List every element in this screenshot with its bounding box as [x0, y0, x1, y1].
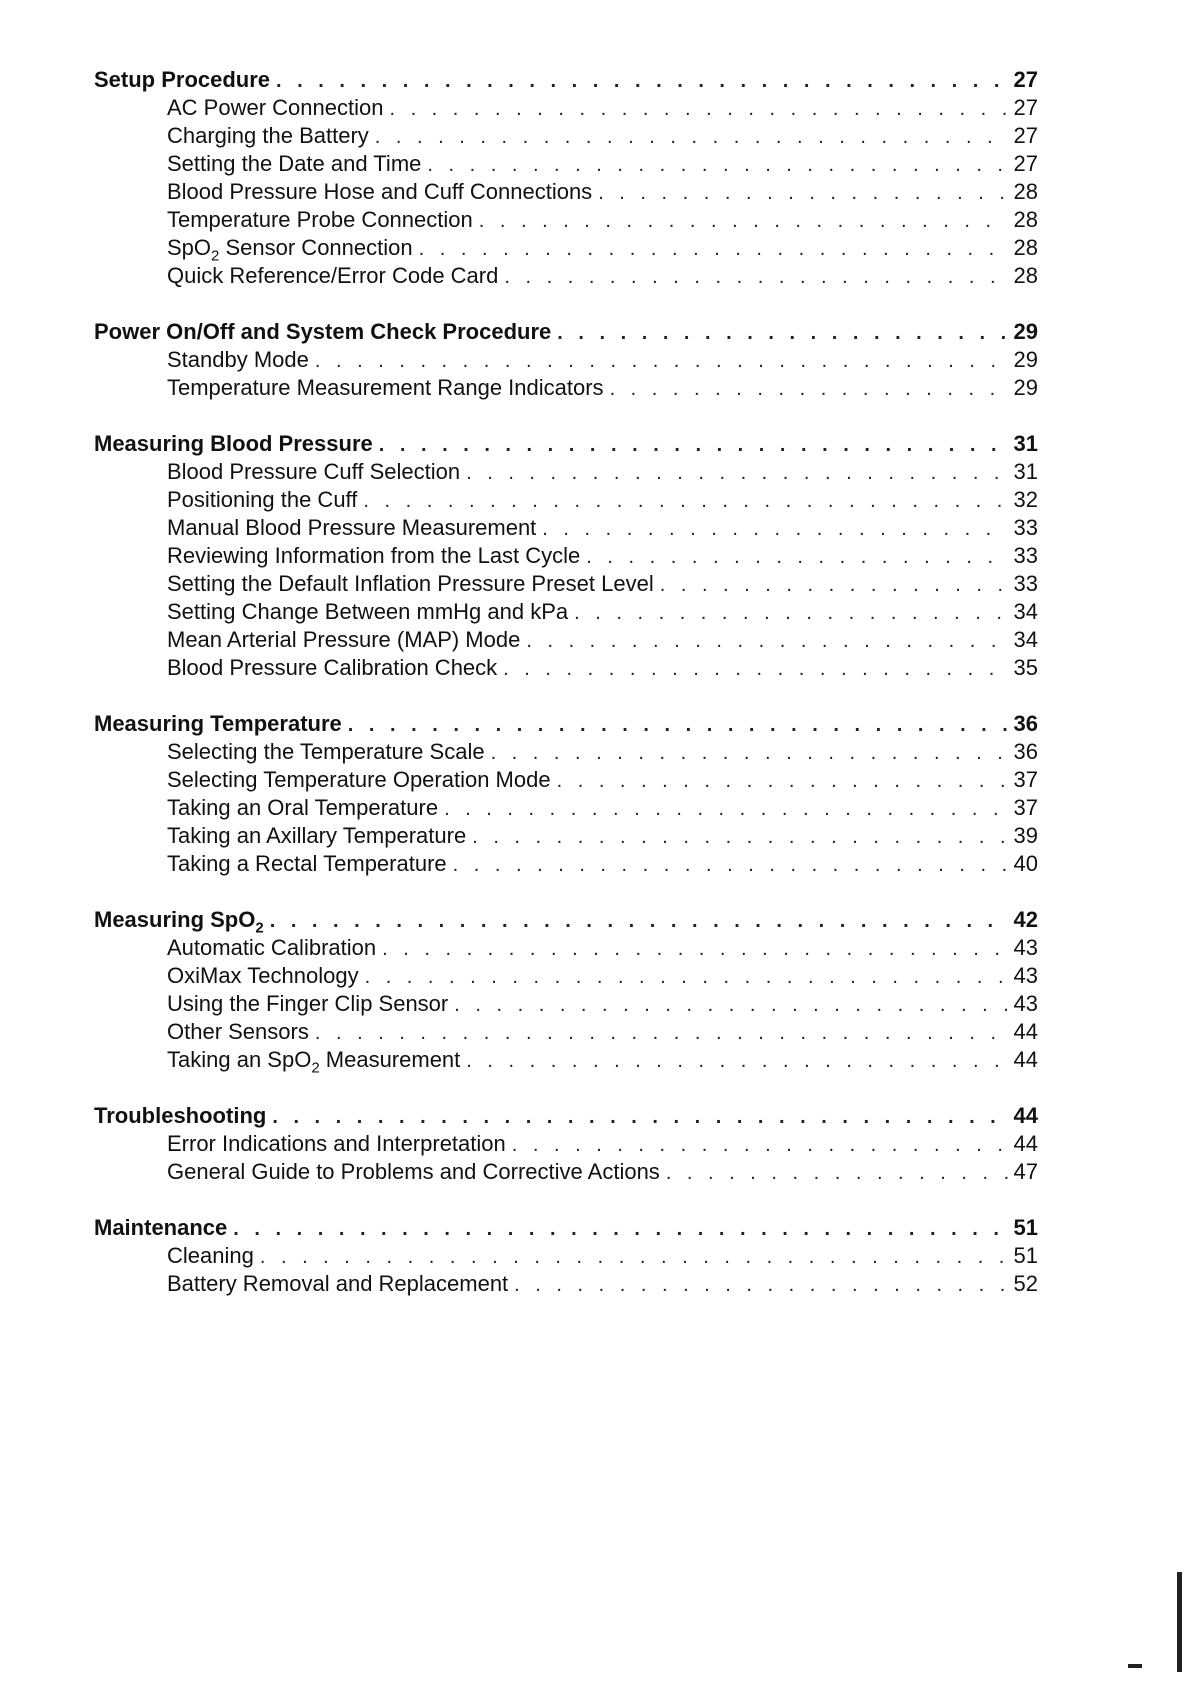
toc-entry[interactable] — [94, 626, 1038, 654]
entry-title — [167, 1242, 260, 1270]
page-number: 34 — [1013, 599, 1038, 624]
dot-leader — [586, 543, 1008, 571]
page-number: 39 — [1013, 823, 1038, 848]
title-text: Measurement — [319, 1047, 461, 1072]
title-text: Positioning the Cuff — [167, 487, 358, 512]
toc-entry[interactable] — [94, 486, 1038, 514]
dot-leader — [348, 711, 1008, 739]
page-number: 36 — [1013, 711, 1038, 736]
toc-section-heading[interactable] — [94, 906, 1038, 937]
entry-title — [167, 990, 454, 1018]
toc-entry[interactable] — [94, 1158, 1038, 1186]
toc-entry[interactable] — [94, 990, 1038, 1018]
title-text: Troubleshooting — [94, 1103, 267, 1128]
dot-leader — [512, 1131, 1008, 1159]
dot-leader — [542, 515, 1008, 543]
page-number: 31 — [1013, 431, 1038, 456]
title-text: Measuring Blood Pressure — [94, 431, 373, 456]
entry-title — [167, 514, 542, 542]
dot-leader — [363, 487, 1008, 515]
dot-leader — [375, 123, 1008, 151]
dot-leader — [491, 739, 1008, 767]
title-text: Reviewing Information from the Last Cycle — [167, 543, 581, 568]
toc-entry[interactable] — [94, 962, 1038, 990]
toc-section-heading[interactable] — [94, 66, 1038, 94]
dot-leader — [453, 851, 1008, 879]
entry-title — [167, 598, 574, 626]
page-number: 29 — [1013, 319, 1038, 344]
toc-entry[interactable] — [94, 1130, 1038, 1158]
title-text: Selecting the Temperature Scale — [167, 739, 485, 764]
dot-leader — [389, 95, 1008, 123]
page-number: 51 — [1013, 1243, 1038, 1268]
toc-entry[interactable] — [94, 794, 1038, 822]
dot-leader — [479, 207, 1008, 235]
page-number: 31 — [1013, 459, 1038, 484]
page-number: 44 — [1013, 1103, 1038, 1128]
toc-entry[interactable] — [94, 654, 1038, 682]
toc-entry[interactable] — [94, 1270, 1038, 1298]
page-number: 43 — [1013, 963, 1038, 988]
entry-title — [167, 346, 315, 374]
entry-title — [167, 150, 427, 178]
title-text: AC Power Connection — [167, 95, 384, 120]
dot-leader — [365, 963, 1008, 991]
title-text: Quick Reference/Error Code Card — [167, 263, 499, 288]
entry-title — [167, 570, 660, 598]
dot-leader — [454, 991, 1008, 1019]
title-text: Measuring SpO — [94, 907, 256, 932]
entry-title — [167, 626, 526, 654]
page-number: 35 — [1013, 655, 1038, 680]
title-text: Blood Pressure Cuff Selection — [167, 459, 461, 484]
toc-entry[interactable] — [94, 514, 1038, 542]
title-text: Cleaning — [167, 1243, 254, 1268]
dot-leader — [427, 151, 1008, 179]
title-text: Setting Change Between mmHg and kPa — [167, 599, 569, 624]
dot-leader — [315, 347, 1008, 375]
toc-section — [94, 66, 1038, 290]
title-text: Temperature Probe Connection — [167, 207, 473, 232]
entry-title — [167, 1130, 512, 1158]
dot-leader — [526, 627, 1008, 655]
toc-entry[interactable] — [94, 94, 1038, 122]
page-number: 33 — [1013, 543, 1038, 568]
entry-title — [167, 206, 479, 234]
title-text: Other Sensors — [167, 1019, 309, 1044]
dot-leader — [444, 795, 1008, 823]
title-text: Sensor Connection — [219, 235, 413, 260]
toc-entry[interactable] — [94, 122, 1038, 150]
dot-leader — [270, 907, 1008, 935]
toc-entry[interactable] — [94, 1242, 1038, 1270]
page-number: 34 — [1013, 627, 1038, 652]
entry-title — [167, 262, 504, 290]
page-number: 28 — [1013, 207, 1038, 232]
dot-leader — [557, 319, 1008, 347]
toc-entry[interactable] — [94, 234, 1038, 265]
dot-leader — [419, 235, 1008, 263]
toc-section-heading[interactable] — [94, 318, 1038, 346]
entry-title — [167, 178, 598, 206]
entry-title — [167, 794, 444, 822]
dot-leader — [466, 1047, 1008, 1075]
toc-entry[interactable] — [94, 374, 1038, 402]
toc-entry[interactable] — [94, 150, 1038, 178]
dot-leader — [379, 431, 1008, 459]
entry-title — [94, 710, 348, 738]
entry-title — [167, 458, 466, 486]
page-number: 47 — [1013, 1159, 1038, 1184]
entry-title — [167, 1158, 666, 1186]
dot-leader — [557, 767, 1008, 795]
entry-title — [167, 94, 389, 122]
title-text: Standby Mode — [167, 347, 309, 372]
page-number: 27 — [1013, 67, 1038, 92]
page-number: 27 — [1013, 123, 1038, 148]
toc-entry[interactable] — [94, 598, 1038, 626]
title-text: SpO — [167, 235, 212, 260]
page-number: 44 — [1013, 1047, 1038, 1072]
toc-section — [94, 906, 1038, 1077]
toc-entry[interactable] — [94, 570, 1038, 598]
entry-title — [94, 430, 379, 458]
title-text: Error Indications and Interpretation — [167, 1131, 506, 1156]
page-number: 29 — [1013, 347, 1038, 372]
subscript-text: 2 — [211, 247, 220, 265]
page-number: 28 — [1013, 263, 1038, 288]
entry-title — [167, 654, 503, 682]
toc-section-heading[interactable] — [94, 1102, 1038, 1130]
dot-leader — [610, 375, 1008, 403]
toc-entry[interactable] — [94, 1018, 1038, 1046]
page-number: 51 — [1013, 1215, 1038, 1240]
page-number: 40 — [1013, 851, 1038, 876]
entry-title — [94, 906, 270, 937]
toc-section-heading[interactable] — [94, 430, 1038, 458]
entry-title — [94, 66, 276, 94]
page-number: 37 — [1013, 767, 1038, 792]
dot-leader — [598, 179, 1008, 207]
toc-entry[interactable] — [94, 206, 1038, 234]
entry-title — [167, 542, 586, 570]
toc-entry[interactable] — [94, 738, 1038, 766]
toc-entry[interactable] — [94, 1046, 1038, 1077]
toc-section — [94, 1214, 1038, 1298]
title-text: Power On/Off and System Check Procedure — [94, 319, 552, 344]
dot-leader — [472, 823, 1008, 851]
title-text: Using the Finger Clip Sensor — [167, 991, 449, 1016]
page-number: 33 — [1013, 515, 1038, 540]
title-text: Taking an Axillary Temperature — [167, 823, 467, 848]
title-text: OxiMax Technology — [167, 963, 359, 988]
subscript-text: 2 — [255, 919, 264, 937]
entry-title — [167, 486, 363, 514]
page-number: 44 — [1013, 1019, 1038, 1044]
entry-title — [167, 766, 557, 794]
entry-title — [94, 318, 557, 346]
title-text: Measuring Temperature — [94, 711, 342, 736]
page-number: 32 — [1013, 487, 1038, 512]
title-text: Battery Removal and Replacement — [167, 1271, 509, 1296]
scan-mark — [1177, 1572, 1182, 1672]
table-of-contents — [94, 66, 1038, 1326]
title-text: Taking an Oral Temperature — [167, 795, 439, 820]
page-number: 29 — [1013, 375, 1038, 400]
toc-entry[interactable] — [94, 346, 1038, 374]
entry-title — [167, 738, 491, 766]
page-number: 42 — [1013, 907, 1038, 932]
title-text: Taking an SpO — [167, 1047, 312, 1072]
page-number: 28 — [1013, 179, 1038, 204]
dot-leader — [315, 1019, 1008, 1047]
dot-leader — [466, 459, 1008, 487]
toc-entry[interactable] — [94, 178, 1038, 206]
title-text: Blood Pressure Calibration Check — [167, 655, 498, 680]
title-text: Setup Procedure — [94, 67, 271, 92]
entry-title — [167, 850, 453, 878]
toc-entry[interactable] — [94, 262, 1038, 290]
dot-leader — [660, 571, 1008, 599]
entry-title — [167, 374, 610, 402]
dot-leader — [272, 1103, 1008, 1131]
toc-entry[interactable] — [94, 850, 1038, 878]
dot-leader — [503, 655, 1008, 683]
toc-entry[interactable] — [94, 934, 1038, 962]
dot-leader — [382, 935, 1008, 963]
title-text: Temperature Measurement Range Indicators — [167, 375, 604, 400]
entry-title — [167, 962, 365, 990]
title-text: Taking a Rectal Temperature — [167, 851, 447, 876]
dot-leader — [666, 1159, 1008, 1187]
subscript-text: 2 — [311, 1059, 320, 1077]
title-text: Setting the Default Inflation Pressure Preset Level — [167, 571, 654, 596]
toc-section — [94, 318, 1038, 402]
page-number: 43 — [1013, 935, 1038, 960]
page-number: 44 — [1013, 1131, 1038, 1156]
dot-leader — [504, 263, 1008, 291]
title-text: Blood Pressure Hose and Cuff Connections — [167, 179, 593, 204]
toc-section — [94, 1102, 1038, 1186]
entry-title — [167, 822, 472, 850]
title-text: Charging the Battery — [167, 123, 369, 148]
toc-entry[interactable] — [94, 458, 1038, 486]
entry-title — [167, 934, 382, 962]
entry-title — [167, 1046, 466, 1077]
entry-title — [94, 1214, 233, 1242]
entry-title — [167, 234, 419, 265]
dot-leader — [514, 1271, 1008, 1299]
title-text: Setting the Date and Time — [167, 151, 422, 176]
page-number: 27 — [1013, 151, 1038, 176]
entry-title — [167, 122, 375, 150]
page-number: 33 — [1013, 571, 1038, 596]
title-text: Manual Blood Pressure Measurement — [167, 515, 537, 540]
toc-entry[interactable] — [94, 542, 1038, 570]
title-text: Automatic Calibration — [167, 935, 377, 960]
toc-entry[interactable] — [94, 822, 1038, 850]
entry-title — [94, 1102, 272, 1130]
dot-leader — [260, 1243, 1008, 1271]
entry-title — [167, 1270, 514, 1298]
page-number: 28 — [1013, 235, 1038, 260]
title-text: Selecting Temperature Operation Mode — [167, 767, 551, 792]
toc-section — [94, 710, 1038, 878]
page-number: 37 — [1013, 795, 1038, 820]
page-number: 52 — [1013, 1271, 1038, 1296]
toc-section-heading[interactable] — [94, 1214, 1038, 1242]
title-text: Maintenance — [94, 1215, 228, 1240]
scan-mark — [1128, 1664, 1142, 1668]
toc-section-heading[interactable] — [94, 710, 1038, 738]
title-text: Mean Arterial Pressure (MAP) Mode — [167, 627, 521, 652]
page-number: 36 — [1013, 739, 1038, 764]
entry-title — [167, 1018, 315, 1046]
dot-leader — [276, 67, 1008, 95]
dot-leader — [233, 1215, 1008, 1243]
toc-entry[interactable] — [94, 766, 1038, 794]
toc-section — [94, 430, 1038, 682]
title-text: General Guide to Problems and Corrective Actions — [167, 1159, 660, 1184]
page-number: 27 — [1013, 95, 1038, 120]
page-number: 43 — [1013, 991, 1038, 1016]
dot-leader — [574, 599, 1008, 627]
